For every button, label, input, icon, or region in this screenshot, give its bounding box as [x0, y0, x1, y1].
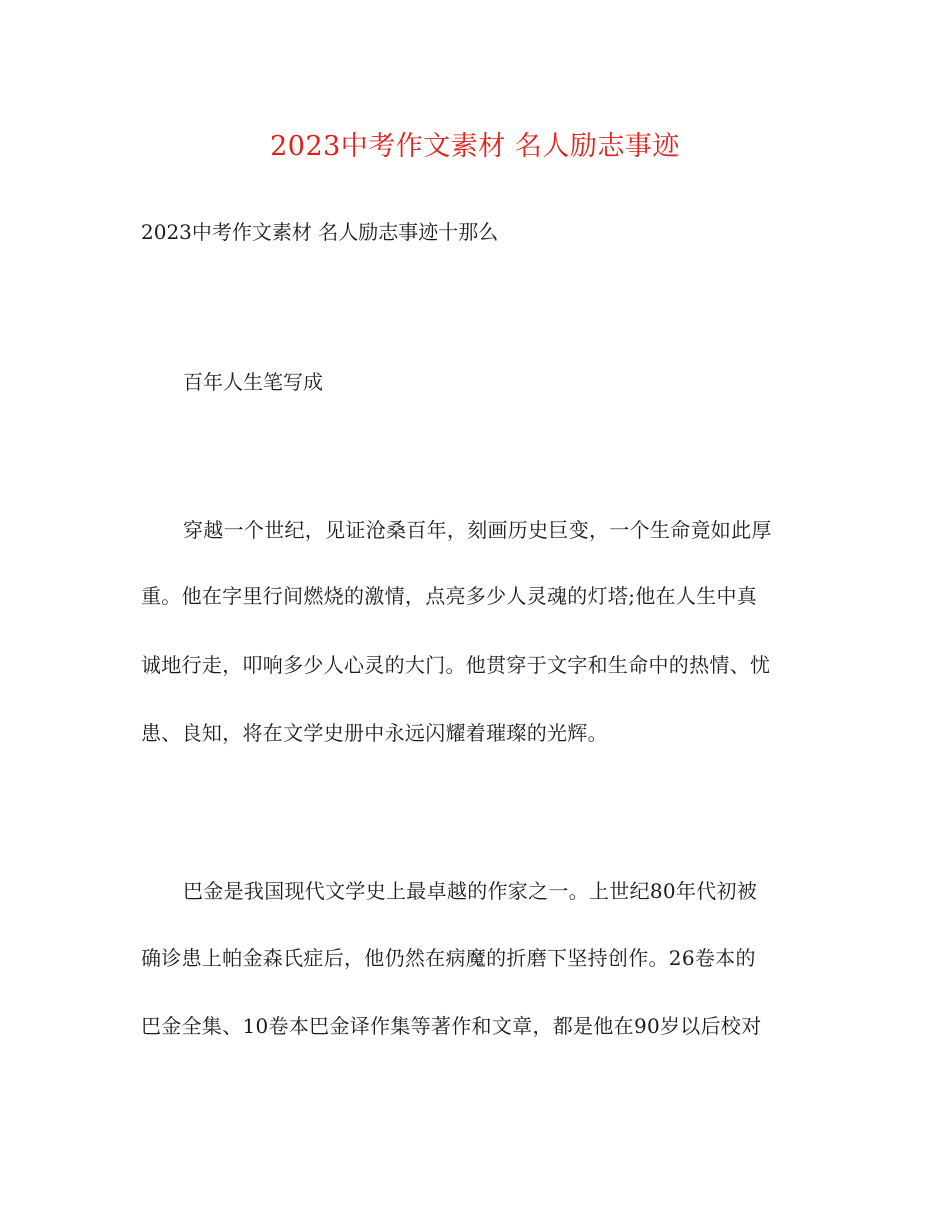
- paragraph-1-line-4: 患、良知，将在文学史册中永远闪耀着璀璨的光辉。: [141, 721, 608, 745]
- paragraph-2-line-3: 巴金全集、10卷本巴金译作集等著作和文章，都是他在90岁以后校对: [141, 1014, 762, 1038]
- paragraph-1-line-3: 诚地行走，叩响多少人心灵的大门。他贯穿于文字和生命中的热情、忧: [141, 653, 771, 677]
- document-title: 2023中考作文素材 名人励志事迹: [270, 131, 680, 162]
- paragraph-2-line-2: 确诊患上帕金森氏症后，他仍然在病魔的折磨下坚持创作。26卷本的: [141, 946, 756, 970]
- document-subtitle: 2023中考作文素材 名人励志事迹十那么: [141, 220, 499, 244]
- paragraph-2-line-1: 巴金是我国现代文学史上最卓越的作家之一。上世纪80年代初被: [183, 879, 758, 903]
- section-heading: 百年人生笔写成: [183, 370, 323, 394]
- paragraph-1-line-2: 重。他在字里行间燃烧的激情，点亮多少人灵魂的灯塔;他在人生中真: [141, 584, 758, 608]
- paragraph-1-line-1: 穿越一个世纪，见证沧桑百年，刻画历史巨变，一个生命竟如此厚: [183, 518, 772, 542]
